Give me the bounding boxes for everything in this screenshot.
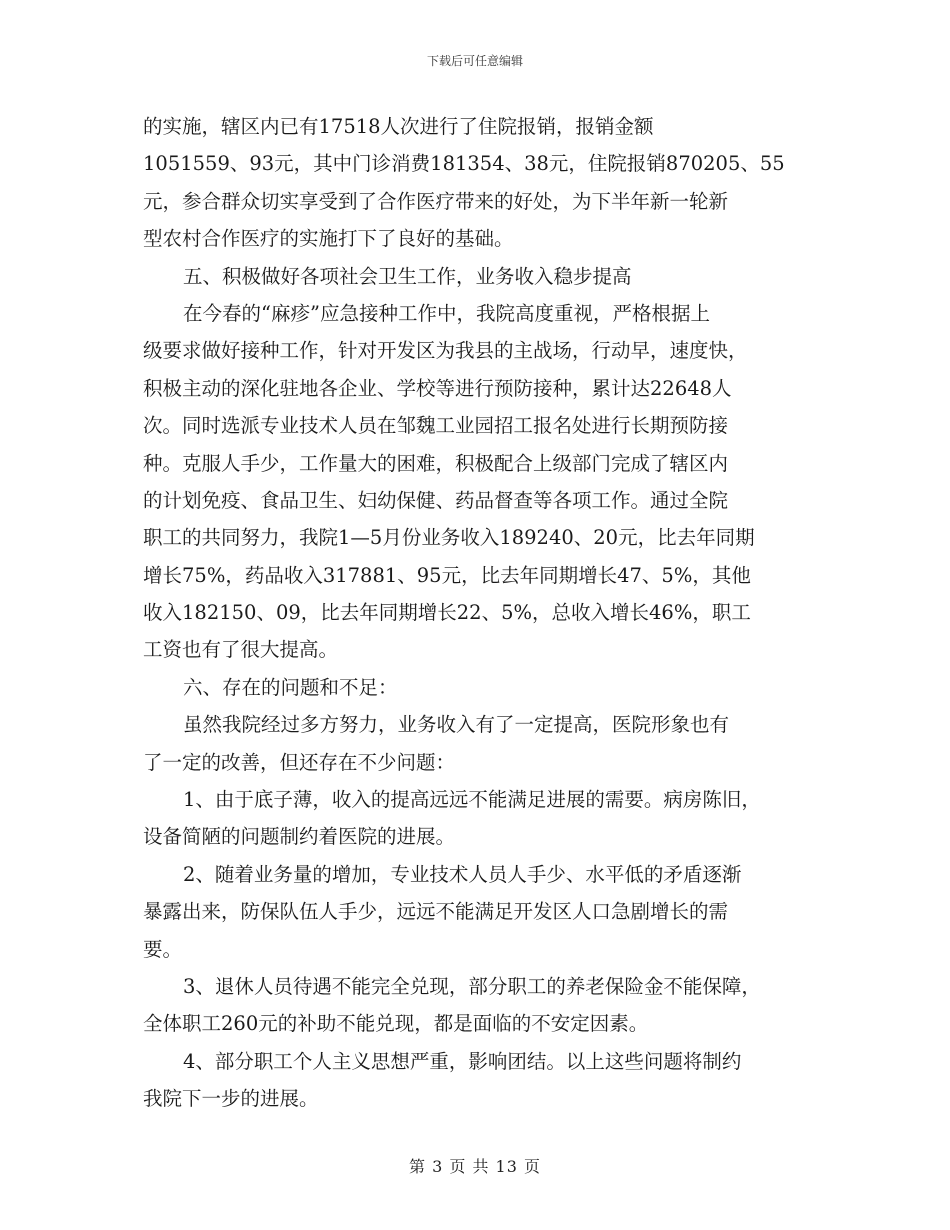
text-line: 次。同时选派专业技术人员在邹魏工业园招工报名处进行长期预防接 [143,414,729,438]
text-line: 虽然我院经过多方努力，业务收入有了一定提高，医院形象也有 [183,713,730,737]
text-line: 种。克服人手少，工作量大的困难，积极配合上级部门完成了辖区内 [143,451,729,475]
text-line: 2、随着业务量的增加，专业技术人员人手少、水平低的矛盾逐渐 [183,862,742,886]
text-line: 1、由于底子薄，收入的提高远远不能满足进展的需要。病房陈旧， [183,788,761,812]
text-line: 积极主动的深化驻地各企业、学校等进行预防接种，累计达22648人 [143,376,732,400]
text-line: 六、存在的问题和不足： [183,675,398,699]
document-body [143,108,808,1118]
text-line: 工资也有了很大提高。 [143,638,339,662]
text-line: 设备简陋的问题制约着医院的进展。 [143,825,456,849]
text-line: 型农村合作医疗的实施打下了良好的基础。 [143,227,514,251]
text-line: 在今春的“麻疹”应急接种工作中，我院高度重视，严格根据上 [183,301,710,325]
text-line: 的实施，辖区内已有17518人次进行了住院报销，报销金额 [143,115,654,138]
text-line: 我院下一步的进展。 [143,1087,319,1111]
text-line: 全体职工260元的补助不能兑现，都是面临的不安定因素。 [143,1012,649,1036]
text-line: 五、积极做好各项社会卫生工作，业务收入稳步提高 [183,264,632,288]
page-header: 下载后可任意编辑 [426,54,523,68]
text-line: 收入182150、09，比去年同期增长22、5%，总收入增长46%，职工 [143,601,751,625]
text-line: 3、退休人员待遇不能完全兑现，部分职工的养老保险金不能保障， [183,974,761,998]
text-line: 级要求做好接种工作，针对开发区为我县的主战场，行动早，速度快， [143,339,748,363]
text-line: 暴露出来，防保队伍人手少，远远不能满足开发区人口急剧增长的需 [143,900,729,924]
text-line: 要。 [143,937,183,961]
page-footer: 第 3 页 共 13 页 [409,1157,541,1176]
text-line: 增长75%，药品收入317881、95元，比去年同期增长47、5%，其他 [143,563,751,587]
text-line: 的计划免疫、食品卫生、妇幼保健、药品督查等各项工作。通过全院 [143,488,729,512]
text-line: 1051559、93元，其中门诊消费181354、38元，住院报销870205、55 [143,152,785,176]
text-line: 4、部分职工个人主义思想严重，影响团结。以上这些问题将制约 [183,1049,742,1073]
text-line: 职工的共同努力，我院1—5月份业务收入189240、20元，比去年同期 [143,526,755,550]
text-line: 了一定的改善，但还存在不少问题： [143,750,456,774]
text-line: 元，参合群众切实享受到了合作医疗带来的好处，为下半年新一轮新 [143,189,729,213]
